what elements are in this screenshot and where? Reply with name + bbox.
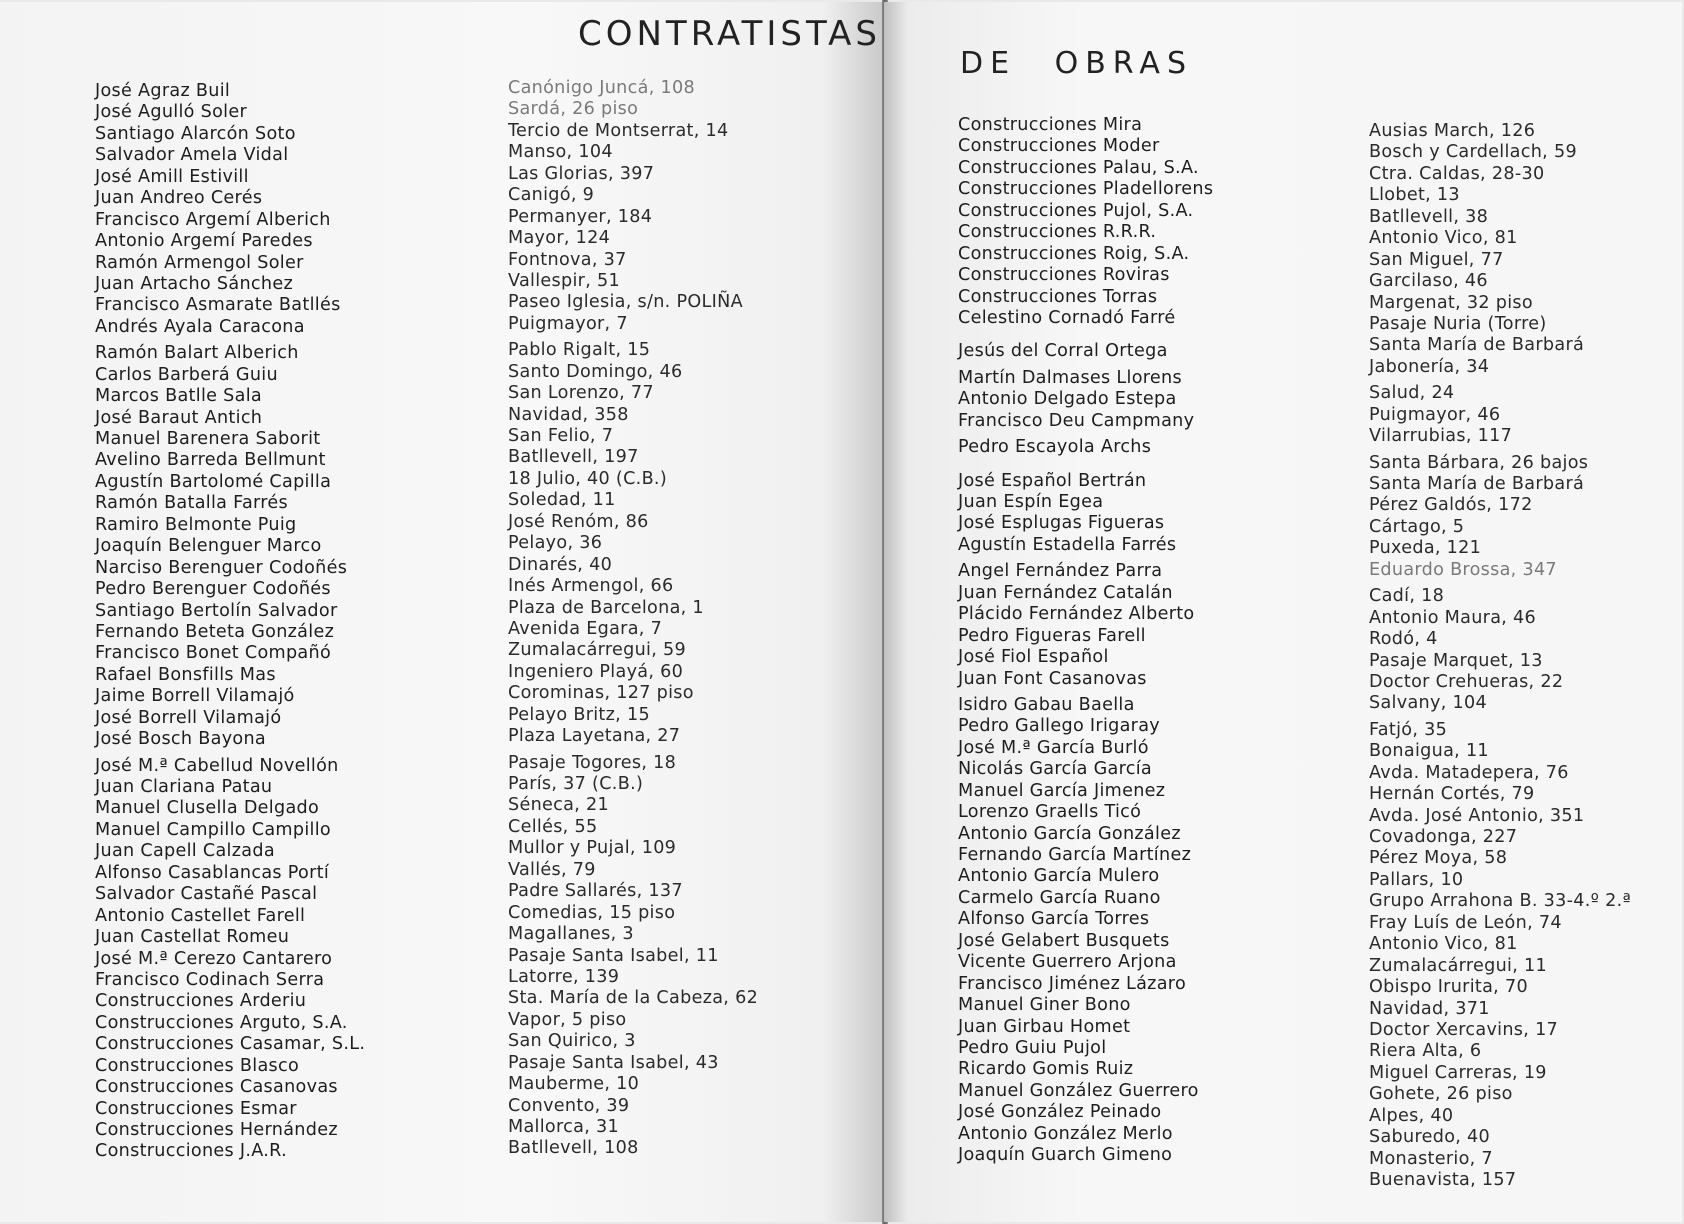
contractor-name: Marcos Batlle Sala	[95, 386, 262, 407]
contractor-name: Juan Espín Egea	[958, 492, 1104, 512]
contractor-name: Pedro Gallego Irigaray	[958, 716, 1161, 737]
contractor-name: Construcciones J.A.R.	[95, 1141, 287, 1162]
contractor-address: Corominas, 127 piso	[508, 683, 694, 704]
contractor-name: Construcciones Roig, S.A.	[958, 243, 1190, 264]
contractor-name: Francisco Deu Campmany	[958, 410, 1195, 431]
contractor-address: Fatjó, 35	[1369, 719, 1448, 740]
contractor-address: Vapor, 5 piso	[508, 1009, 627, 1030]
contractor-name: Antonio González Merlo	[958, 1123, 1173, 1144]
contractor-name: José M.ª García Burló	[958, 737, 1149, 758]
contractor-address: Avda. Matadepera, 76	[1369, 762, 1569, 783]
contractor-name: Ramón Armengol Soler	[95, 252, 304, 273]
contractor-name: Juan Capell Calzada	[95, 841, 275, 862]
contractor-name: Ramón Batalla Farrés	[95, 493, 288, 514]
contractor-address: Pasaje Nuria (Torre)	[1369, 313, 1547, 334]
contractor-address: Las Glorias, 397	[508, 163, 655, 184]
contractor-address: Grupo Arrahona B. 33-4.º 2.ª	[1369, 891, 1632, 912]
contractor-address: Zumalacárregui, 11	[1369, 955, 1548, 976]
contractor-name: Carmelo García Ruano	[958, 887, 1161, 908]
contractor-address: Pelayo, 36	[508, 533, 603, 554]
contractor-address: Bosch y Cardellach, 59	[1369, 142, 1577, 163]
contractor-name: Joaquín Guarch Gimeno	[958, 1145, 1173, 1166]
contractor-address: Pablo Rigalt, 15	[508, 340, 651, 361]
contractor-address: Padre Sallarés, 137	[508, 881, 683, 902]
contractor-name: José Esplugas Figueras	[958, 513, 1165, 534]
contractor-name: Francisco Argemí Alberich	[95, 209, 331, 230]
left-page-heading: CONTRATISTAS	[578, 14, 881, 54]
contractor-name: José Español Bertrán	[958, 470, 1147, 491]
contractor-address: Pérez Moya, 58	[1369, 848, 1508, 869]
contractor-name: José Borrell Vilamajó	[95, 707, 282, 728]
contractor-name: Isidro Gabau Baella	[958, 694, 1135, 715]
contractor-address: Santo Domingo, 46	[508, 361, 683, 382]
contractor-address: Canónigo Juncá, 108	[508, 78, 695, 98]
contractor-address: Santa María de Barbará	[1369, 335, 1585, 356]
contractor-name: Vicente Guerrero Arjona	[958, 952, 1177, 973]
contractor-name: Juan Girbau Homet	[958, 1016, 1131, 1037]
contractor-name: Jesús del Corral Ortega	[958, 341, 1168, 362]
contractor-name: Manuel García Jimenez	[958, 780, 1166, 801]
contractor-address: Sardá, 26 piso	[508, 99, 639, 120]
contractor-name: Construcciones Casamar, S.L.	[95, 1034, 366, 1055]
contractor-name: Construcciones Palau, S.A.	[958, 157, 1199, 178]
contractor-name: Manuel Campillo Campillo	[95, 819, 331, 840]
contractor-address: Doctor Crehueras, 22	[1369, 671, 1564, 692]
contractor-address: Mayor, 124	[508, 228, 611, 249]
contractor-address: Miguel Carreras, 19	[1369, 1062, 1547, 1083]
contractor-name: Salvador Amela Vidal	[95, 145, 289, 166]
contractor-name: Avelino Barreda Bellmunt	[95, 450, 326, 471]
contractor-address: Ausias March, 126	[1369, 121, 1536, 141]
contractor-address: Vilarrubias, 117	[1369, 426, 1513, 447]
contractor-address: Batllevell, 197	[508, 447, 639, 468]
contractor-name: Joaquín Belenguer Marco	[95, 536, 322, 557]
contractor-address: Buenavista, 157	[1369, 1170, 1517, 1190]
contractor-name: Construcciones Blasco	[95, 1055, 300, 1076]
contractor-address: Batllevell, 108	[508, 1138, 639, 1159]
right-page	[884, 2, 1682, 1222]
contractor-name: José M.ª Cerezo Cantarero	[95, 948, 333, 969]
contractor-address: Rodó, 4	[1369, 629, 1438, 650]
contractor-address: Comedias, 15 piso	[508, 902, 676, 923]
contractor-name: José Bosch Bayona	[95, 729, 267, 750]
contractor-address: Antonio Vico, 81	[1369, 228, 1518, 249]
contractor-address: Pelayo Britz, 15	[508, 704, 650, 725]
right-addresses-column	[1369, 121, 1631, 1191]
contractor-name: Pedro Berenguer Codoñés	[95, 579, 331, 600]
contractor-name: Andrés Ayala Caracona	[95, 316, 305, 337]
contractor-address: San Lorenzo, 77	[508, 383, 654, 404]
contractor-address: Salvany, 104	[1369, 693, 1487, 714]
contractor-address: Pasaje Marquet, 13	[1369, 650, 1543, 671]
contractor-address: Riera Alta, 6	[1369, 1041, 1482, 1062]
contractor-address: Antonio Vico, 81	[1369, 934, 1518, 955]
contractor-address: Permanyer, 184	[508, 206, 653, 227]
contractor-address: Gohete, 26 piso	[1369, 1084, 1513, 1105]
contractor-name: Antonio Delgado Estepa	[958, 389, 1177, 410]
contractor-address: Pasaje Santa Isabel, 11	[508, 945, 719, 966]
contractor-address: Garcilaso, 46	[1369, 271, 1488, 292]
contractor-name: Pedro Escayola Archs	[958, 437, 1152, 458]
contractor-name: Construcciones Casanovas	[95, 1077, 338, 1098]
contractor-name: Francisco Jiménez Lázaro	[958, 973, 1187, 994]
contractor-address: París, 37 (C.B.)	[508, 774, 644, 794]
contractor-name: Rafael Bonsfills Mas	[95, 664, 276, 685]
contractor-address: Hernán Cortés, 79	[1369, 784, 1535, 805]
contractor-name: Lorenzo Graells Ticó	[958, 802, 1142, 823]
contractor-address: San Quirico, 3	[508, 1031, 636, 1052]
contractor-address: Puxeda, 121	[1369, 538, 1482, 559]
contractor-name: José Fiol Español	[958, 647, 1109, 668]
contractor-address: Vallespir, 51	[508, 270, 620, 291]
contractor-name: José Agraz Buil	[95, 81, 231, 101]
contractor-name: Santiago Alarcón Soto	[95, 123, 296, 144]
contractor-name: José Baraut Antich	[95, 407, 263, 428]
contractor-address: Avda. José Antonio, 351	[1369, 805, 1585, 826]
contractor-address: Alpes, 40	[1369, 1105, 1454, 1126]
contractor-address: Jabonería, 34	[1369, 356, 1490, 377]
contractor-address: Paseo Iglesia, s/n. POLIÑA	[508, 292, 743, 313]
right-page-heading: DE OBRAS	[960, 46, 1193, 81]
contractor-address: Obispo Irurita, 70	[1369, 977, 1528, 998]
contractor-name: Construcciones Moder	[958, 136, 1160, 157]
contractor-address: San Felio, 7	[508, 426, 614, 446]
contractor-name: Plácido Fernández Alberto	[958, 604, 1195, 625]
contractor-name: Construcciones Roviras	[958, 265, 1170, 286]
contractor-address: Santa Bárbara, 26 bajos	[1369, 452, 1589, 473]
contractor-name: Pedro Figueras Farell	[958, 625, 1146, 646]
contractor-name: Manuel Barenera Saborit	[95, 429, 321, 449]
contractor-address: Plaza de Barcelona, 1	[508, 597, 704, 618]
contractor-name: Construcciones Arderiu	[95, 991, 307, 1012]
contractor-address: 18 Julio, 40 (C.B.)	[508, 468, 667, 489]
contractor-address: Cártago, 5	[1369, 516, 1465, 537]
contractor-name: Carlos Barberá Guiu	[95, 364, 278, 385]
contractor-address: Zumalacárregui, 59	[508, 640, 687, 661]
contractor-address: Puigmayor, 7	[508, 313, 628, 334]
contractor-address: Manso, 104	[508, 142, 613, 163]
contractor-name: Antonio Castellet Farell	[95, 905, 306, 926]
contractor-name: Construcciones Hernández	[95, 1120, 338, 1140]
contractor-name: Celestino Cornadó Farré	[958, 307, 1176, 328]
contractor-address: Fray Luís de León, 74	[1369, 912, 1562, 933]
contractor-address: Mallorca, 31	[508, 1117, 619, 1137]
contractor-name: José Gelabert Busquets	[958, 930, 1170, 951]
contractor-address: Ingeniero Playá, 60	[508, 661, 684, 682]
contractor-name: Antonio Argemí Paredes	[95, 231, 313, 252]
contractor-address: Cadí, 18	[1369, 586, 1445, 607]
contractor-name: Alfonso García Torres	[958, 909, 1150, 930]
contractor-address: Soledad, 11	[508, 490, 616, 511]
contractor-name: Juan Artacho Sánchez	[95, 273, 293, 294]
contractor-address: Pérez Galdós, 172	[1369, 495, 1533, 516]
contractor-address: San Miguel, 77	[1369, 249, 1504, 270]
contractor-name: Ramón Balart Alberich	[95, 343, 299, 364]
contractor-name: José Agulló Soler	[95, 102, 248, 123]
contractor-name: Fernando Beteta González	[95, 621, 335, 642]
contractor-address: Batllevell, 38	[1369, 206, 1489, 227]
contractor-address: Vallés, 79	[508, 859, 596, 880]
contractor-address: Pasaje Togores, 18	[508, 752, 677, 773]
contractor-address: Doctor Xercavins, 17	[1369, 1019, 1559, 1040]
contractor-address: Navidad, 358	[508, 404, 629, 425]
contractor-address: Pallars, 10	[1369, 869, 1464, 890]
contractor-name: Construcciones Pladellorens	[958, 179, 1214, 200]
contractor-name: Francisco Bonet Compañó	[95, 643, 332, 664]
contractor-name: Juan Fernández Catalán	[958, 582, 1173, 603]
contractor-name: Antonio García Mulero	[958, 866, 1160, 887]
contractor-name: Juan Font Casanovas	[958, 668, 1147, 689]
contractor-address: Mullor y Pujal, 109	[508, 838, 677, 859]
right-names-column	[958, 115, 1213, 1167]
contractor-name: Antonio García González	[958, 823, 1181, 844]
contractor-name: Manuel Clusella Delgado	[95, 798, 320, 819]
contractor-address: Antonio Maura, 46	[1369, 607, 1537, 628]
contractor-name: Construcciones Arguto, S.A.	[95, 1012, 348, 1033]
contractor-name: Angel Fernández Parra	[958, 561, 1163, 582]
contractor-address: Plaza Layetana, 27	[508, 726, 681, 747]
contractor-name: Construcciones R.R.R.	[958, 222, 1157, 243]
contractor-name: Ramiro Belmonte Puig	[95, 514, 297, 535]
contractor-address: Mauberme, 10	[508, 1074, 640, 1095]
contractor-name: Pedro Guiu Pujol	[958, 1037, 1107, 1058]
contractor-name: Manuel Giner Bono	[958, 995, 1131, 1016]
contractor-address: Fontnova, 37	[508, 249, 627, 270]
contractor-address: Tercio de Montserrat, 14	[508, 120, 729, 141]
contractor-address: Convento, 39	[508, 1095, 630, 1116]
left-addresses-column	[508, 78, 758, 1160]
contractor-address: Latorre, 139	[508, 966, 620, 987]
contractor-name: Salvador Castañé Pascal	[95, 884, 318, 905]
contractor-address: Bonaigua, 11	[1369, 741, 1489, 762]
contractor-name: Francisco Codinach Serra	[95, 969, 325, 990]
contractor-name: Santiago Bertolín Salvador	[95, 600, 338, 621]
contractor-address: Avenida Egara, 7	[508, 618, 663, 639]
contractor-address: Cellés, 55	[508, 816, 598, 837]
contractor-name: Agustín Estadella Farrés	[958, 534, 1177, 555]
contractor-address: Séneca, 21	[508, 795, 609, 816]
contractor-address: Margenat, 32 piso	[1369, 292, 1533, 313]
contractor-address: Llobet, 13	[1369, 185, 1460, 206]
contractor-name: Juan Clariana Patau	[95, 777, 273, 797]
contractor-name: Juan Castellat Romeu	[95, 927, 290, 948]
contractor-address: Saburedo, 40	[1369, 1127, 1491, 1148]
left-page	[0, 2, 884, 1222]
left-names-column	[95, 81, 365, 1163]
contractor-name: Martín Dalmases Llorens	[958, 367, 1182, 388]
contractor-address: Inés Armengol, 66	[508, 576, 674, 597]
contractor-name: José González Peinado	[958, 1102, 1162, 1123]
contractor-address: Canigó, 9	[508, 185, 595, 206]
contractor-address: Puigmayor, 46	[1369, 404, 1501, 425]
contractor-address: Dinarés, 40	[508, 554, 613, 575]
contractor-address: Eduardo Brossa, 347	[1369, 559, 1557, 580]
contractor-name: Manuel González Guerrero	[958, 1080, 1199, 1101]
contractor-address: Magallanes, 3	[508, 924, 634, 945]
contractor-address: José Renóm, 86	[508, 511, 649, 532]
contractor-name: Construcciones Pujol, S.A.	[958, 200, 1194, 221]
contractor-name: Fernando García Martínez	[958, 845, 1192, 865]
contractor-address: Navidad, 371	[1369, 998, 1490, 1019]
contractor-name: Francisco Asmarate Batllés	[95, 295, 341, 316]
contractor-address: Santa María de Barbará	[1369, 474, 1585, 494]
contractor-address: Monasterio, 7	[1369, 1148, 1493, 1169]
contractor-address: Ctra. Caldas, 28-30	[1369, 163, 1545, 184]
contractor-address: Sta. María de la Cabeza, 62	[508, 988, 759, 1009]
contractor-name: Ricardo Gomis Ruiz	[958, 1059, 1134, 1080]
contractor-name: José Amill Estivill	[95, 166, 249, 187]
contractor-name: Construcciones Esmar	[95, 1098, 297, 1119]
contractor-name: Construcciones Mira	[958, 115, 1143, 135]
contractor-address: Pasaje Santa Isabel, 43	[508, 1052, 719, 1073]
contractor-name: Construcciones Torras	[958, 286, 1158, 307]
contractor-name: Juan Andreo Cerés	[95, 188, 263, 209]
contractor-address: Covadonga, 227	[1369, 827, 1518, 847]
contractor-name: Narciso Berenguer Codoñés	[95, 557, 348, 578]
contractor-name: Agustín Bartolomé Capilla	[95, 471, 332, 492]
contractor-address: Salud, 24	[1369, 383, 1455, 404]
contractor-name: Jaime Borrell Vilamajó	[95, 686, 295, 707]
contractor-name: José M.ª Cabellud Novellón	[95, 755, 339, 776]
contractor-name: Nicolás García García	[958, 759, 1153, 780]
contractor-name: Alfonso Casablancas Portí	[95, 862, 330, 883]
